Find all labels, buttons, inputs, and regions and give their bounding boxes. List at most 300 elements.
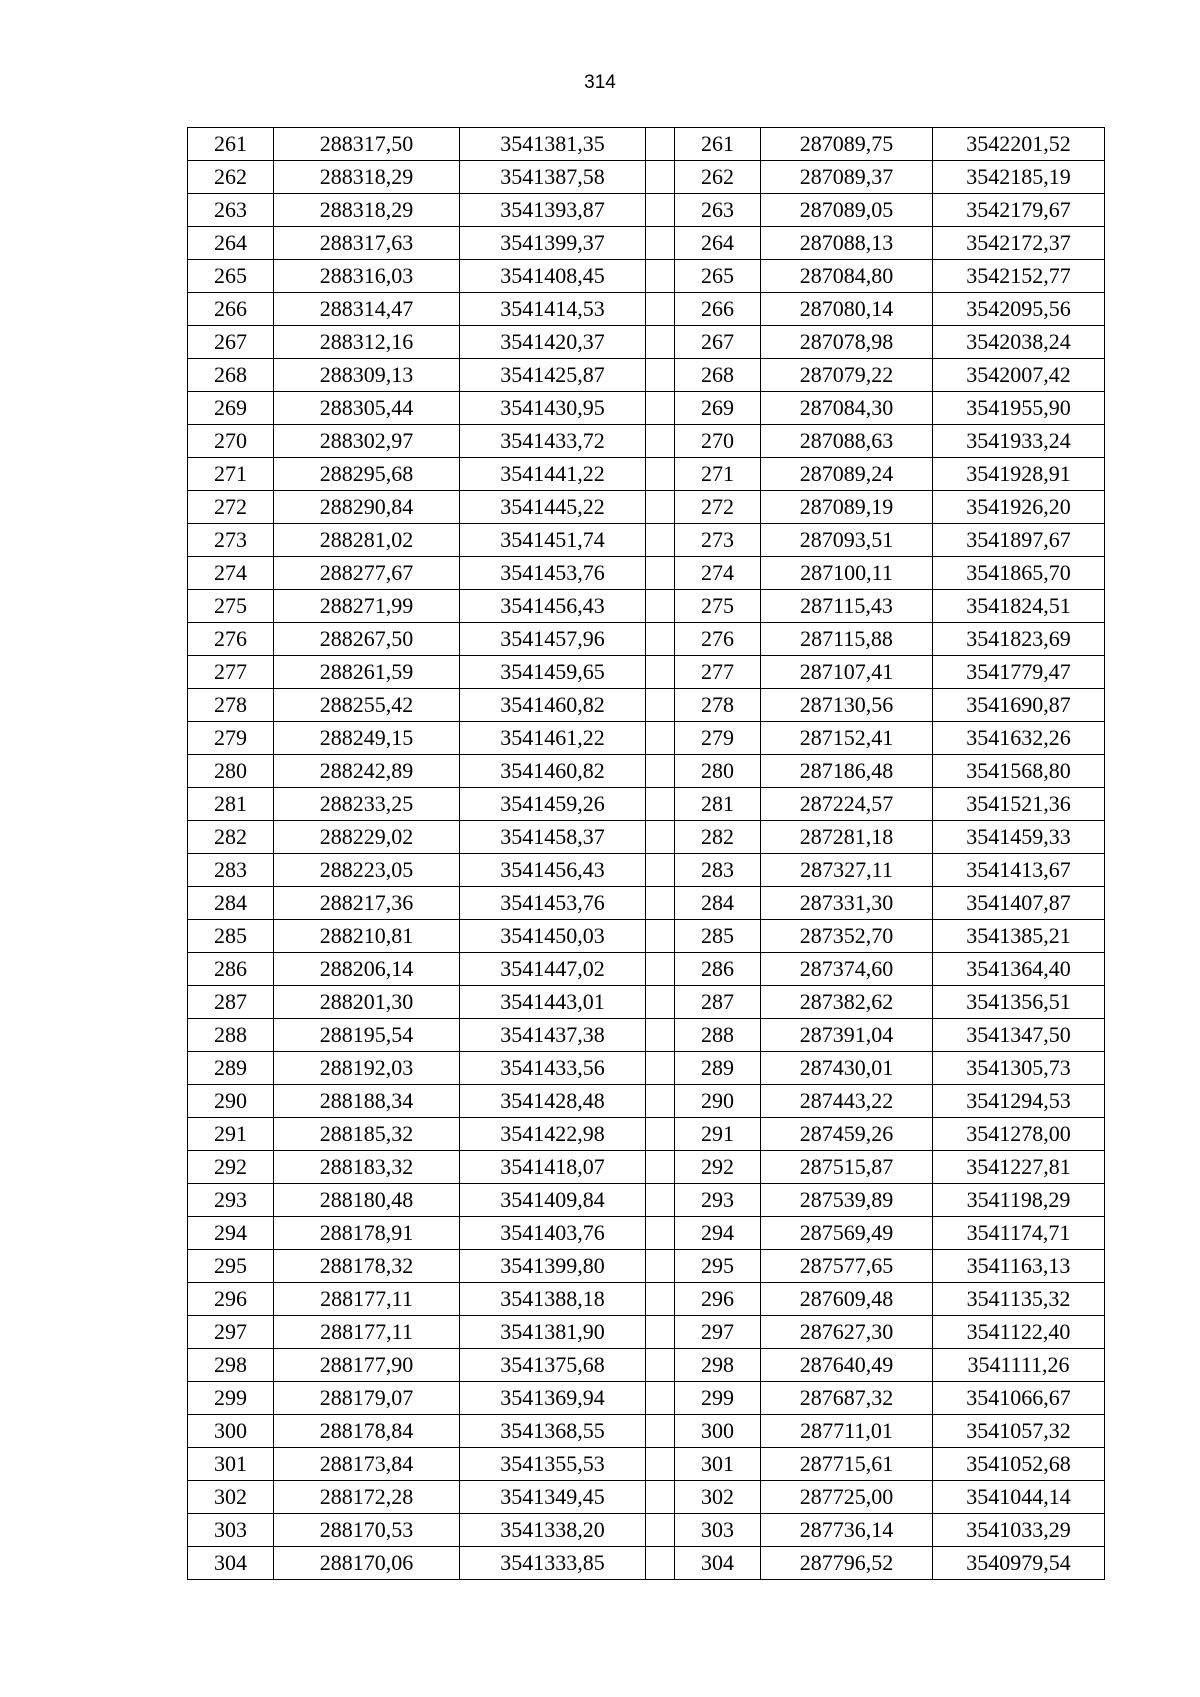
right-point-number: 279 — [675, 722, 761, 755]
right-x-coordinate: 287093,51 — [761, 524, 933, 557]
right-point-number: 286 — [675, 953, 761, 986]
left-x-coordinate: 288317,63 — [274, 227, 460, 260]
right-x-coordinate: 287107,41 — [761, 656, 933, 689]
left-x-coordinate: 288172,28 — [274, 1481, 460, 1514]
left-y-coordinate: 3541425,87 — [460, 359, 646, 392]
right-x-coordinate: 287088,13 — [761, 227, 933, 260]
left-point-number: 292 — [188, 1151, 274, 1184]
table-row — [188, 1085, 1105, 1118]
table-row — [188, 623, 1105, 656]
left-x-coordinate: 288206,14 — [274, 953, 460, 986]
right-y-coordinate: 3542201,52 — [933, 128, 1105, 161]
left-point-number: 266 — [188, 293, 274, 326]
right-y-coordinate: 3541933,24 — [933, 425, 1105, 458]
left-x-coordinate: 288185,32 — [274, 1118, 460, 1151]
left-y-coordinate: 3541460,82 — [460, 689, 646, 722]
left-point-number: 297 — [188, 1316, 274, 1349]
right-point-number: 276 — [675, 623, 761, 656]
left-x-coordinate: 288195,54 — [274, 1019, 460, 1052]
right-point-number: 268 — [675, 359, 761, 392]
right-x-coordinate: 287725,00 — [761, 1481, 933, 1514]
right-x-coordinate: 287352,70 — [761, 920, 933, 953]
table-row — [188, 1052, 1105, 1085]
right-x-coordinate: 287327,11 — [761, 854, 933, 887]
left-y-coordinate: 3541459,65 — [460, 656, 646, 689]
separator-cell — [646, 458, 675, 491]
left-point-number: 303 — [188, 1514, 274, 1547]
separator-cell — [646, 854, 675, 887]
separator-cell — [646, 1514, 675, 1547]
separator-cell — [646, 722, 675, 755]
right-x-coordinate: 287627,30 — [761, 1316, 933, 1349]
table-row — [188, 1118, 1105, 1151]
right-x-coordinate: 287078,98 — [761, 326, 933, 359]
separator-cell — [646, 1052, 675, 1085]
table-row — [188, 293, 1105, 326]
right-x-coordinate: 287089,24 — [761, 458, 933, 491]
separator-cell — [646, 821, 675, 854]
table-row — [188, 1547, 1105, 1580]
separator-cell — [646, 887, 675, 920]
table-row — [188, 326, 1105, 359]
left-point-number: 295 — [188, 1250, 274, 1283]
left-y-coordinate: 3541409,84 — [460, 1184, 646, 1217]
right-x-coordinate: 287331,30 — [761, 887, 933, 920]
table-row — [188, 590, 1105, 623]
table-row — [188, 1217, 1105, 1250]
table-row — [188, 194, 1105, 227]
separator-cell — [646, 227, 675, 260]
left-y-coordinate: 3541368,55 — [460, 1415, 646, 1448]
left-point-number: 286 — [188, 953, 274, 986]
separator-cell — [646, 524, 675, 557]
right-y-coordinate: 3542038,24 — [933, 326, 1105, 359]
separator-cell — [646, 1382, 675, 1415]
left-y-coordinate: 3541450,03 — [460, 920, 646, 953]
separator-cell — [646, 194, 675, 227]
left-point-number: 277 — [188, 656, 274, 689]
right-point-number: 288 — [675, 1019, 761, 1052]
left-point-number: 279 — [188, 722, 274, 755]
left-point-number: 283 — [188, 854, 274, 887]
right-point-number: 274 — [675, 557, 761, 590]
left-x-coordinate: 288177,11 — [274, 1283, 460, 1316]
separator-cell — [646, 1316, 675, 1349]
left-point-number: 267 — [188, 326, 274, 359]
left-x-coordinate: 288249,15 — [274, 722, 460, 755]
separator-cell — [646, 590, 675, 623]
table-row — [188, 524, 1105, 557]
right-point-number: 270 — [675, 425, 761, 458]
page-number: 314 — [584, 72, 616, 93]
separator-cell — [646, 1217, 675, 1250]
separator-cell — [646, 1481, 675, 1514]
right-y-coordinate: 3541521,36 — [933, 788, 1105, 821]
right-point-number: 280 — [675, 755, 761, 788]
right-x-coordinate: 287089,05 — [761, 194, 933, 227]
left-y-coordinate: 3541457,96 — [460, 623, 646, 656]
right-point-number: 304 — [675, 1547, 761, 1580]
separator-cell — [646, 1283, 675, 1316]
separator-cell — [646, 161, 675, 194]
right-y-coordinate: 3541385,21 — [933, 920, 1105, 953]
left-y-coordinate: 3541388,18 — [460, 1283, 646, 1316]
right-x-coordinate: 287569,49 — [761, 1217, 933, 1250]
left-y-coordinate: 3541461,22 — [460, 722, 646, 755]
right-y-coordinate: 3541568,80 — [933, 755, 1105, 788]
right-point-number: 263 — [675, 194, 761, 227]
right-y-coordinate: 3541347,50 — [933, 1019, 1105, 1052]
left-point-number: 274 — [188, 557, 274, 590]
left-y-coordinate: 3541399,37 — [460, 227, 646, 260]
left-y-coordinate: 3541451,74 — [460, 524, 646, 557]
left-point-number: 291 — [188, 1118, 274, 1151]
right-point-number: 283 — [675, 854, 761, 887]
separator-cell — [646, 1415, 675, 1448]
right-y-coordinate: 3542007,42 — [933, 359, 1105, 392]
right-point-number: 289 — [675, 1052, 761, 1085]
right-x-coordinate: 287459,26 — [761, 1118, 933, 1151]
separator-cell — [646, 1019, 675, 1052]
left-y-coordinate: 3541381,90 — [460, 1316, 646, 1349]
right-y-coordinate: 3541459,33 — [933, 821, 1105, 854]
right-y-coordinate: 3541163,13 — [933, 1250, 1105, 1283]
separator-cell — [646, 656, 675, 689]
right-point-number: 302 — [675, 1481, 761, 1514]
left-y-coordinate: 3541447,02 — [460, 953, 646, 986]
left-x-coordinate: 288210,81 — [274, 920, 460, 953]
separator-cell — [646, 1118, 675, 1151]
right-y-coordinate: 3541057,32 — [933, 1415, 1105, 1448]
right-x-coordinate: 287130,56 — [761, 689, 933, 722]
right-point-number: 272 — [675, 491, 761, 524]
left-x-coordinate: 288177,11 — [274, 1316, 460, 1349]
separator-cell — [646, 689, 675, 722]
table-row — [188, 392, 1105, 425]
table-row — [188, 1151, 1105, 1184]
right-y-coordinate: 3542185,19 — [933, 161, 1105, 194]
right-point-number: 290 — [675, 1085, 761, 1118]
right-y-coordinate: 3542095,56 — [933, 293, 1105, 326]
left-x-coordinate: 288255,42 — [274, 689, 460, 722]
left-point-number: 282 — [188, 821, 274, 854]
table-row — [188, 458, 1105, 491]
left-x-coordinate: 288261,59 — [274, 656, 460, 689]
left-y-coordinate: 3541420,37 — [460, 326, 646, 359]
left-y-coordinate: 3541338,20 — [460, 1514, 646, 1547]
left-x-coordinate: 288295,68 — [274, 458, 460, 491]
right-x-coordinate: 287115,88 — [761, 623, 933, 656]
left-point-number: 290 — [188, 1085, 274, 1118]
right-x-coordinate: 287640,49 — [761, 1349, 933, 1382]
right-x-coordinate: 287374,60 — [761, 953, 933, 986]
left-y-coordinate: 3541422,98 — [460, 1118, 646, 1151]
right-y-coordinate: 3541174,71 — [933, 1217, 1105, 1250]
right-y-coordinate: 3541364,40 — [933, 953, 1105, 986]
table-row — [188, 887, 1105, 920]
left-x-coordinate: 288305,44 — [274, 392, 460, 425]
table-row — [188, 128, 1105, 161]
separator-cell — [646, 1250, 675, 1283]
separator-cell — [646, 953, 675, 986]
right-x-coordinate: 287687,32 — [761, 1382, 933, 1415]
right-point-number: 277 — [675, 656, 761, 689]
left-x-coordinate: 288170,53 — [274, 1514, 460, 1547]
coordinates-table-body — [188, 128, 1105, 1580]
separator-cell — [646, 1184, 675, 1217]
left-x-coordinate: 288183,32 — [274, 1151, 460, 1184]
left-point-number: 270 — [188, 425, 274, 458]
right-y-coordinate: 3541135,32 — [933, 1283, 1105, 1316]
left-x-coordinate: 288201,30 — [274, 986, 460, 1019]
separator-cell — [646, 260, 675, 293]
left-y-coordinate: 3541333,85 — [460, 1547, 646, 1580]
table-row — [188, 656, 1105, 689]
left-x-coordinate: 288173,84 — [274, 1448, 460, 1481]
left-point-number: 302 — [188, 1481, 274, 1514]
right-x-coordinate: 287089,37 — [761, 161, 933, 194]
right-x-coordinate: 287088,63 — [761, 425, 933, 458]
left-x-coordinate: 288178,84 — [274, 1415, 460, 1448]
table-row — [188, 1316, 1105, 1349]
left-y-coordinate: 3541349,45 — [460, 1481, 646, 1514]
separator-cell — [646, 920, 675, 953]
right-point-number: 264 — [675, 227, 761, 260]
table-row — [188, 821, 1105, 854]
right-x-coordinate: 287186,48 — [761, 755, 933, 788]
right-x-coordinate: 287224,57 — [761, 788, 933, 821]
separator-cell — [646, 1448, 675, 1481]
right-x-coordinate: 287736,14 — [761, 1514, 933, 1547]
right-y-coordinate: 3541044,14 — [933, 1481, 1105, 1514]
right-x-coordinate: 287089,75 — [761, 128, 933, 161]
separator-cell — [646, 1151, 675, 1184]
right-x-coordinate: 287115,43 — [761, 590, 933, 623]
left-y-coordinate: 3541375,68 — [460, 1349, 646, 1382]
left-x-coordinate: 288309,13 — [274, 359, 460, 392]
left-x-coordinate: 288281,02 — [274, 524, 460, 557]
left-y-coordinate: 3541399,80 — [460, 1250, 646, 1283]
left-point-number: 276 — [188, 623, 274, 656]
right-point-number: 269 — [675, 392, 761, 425]
right-point-number: 266 — [675, 293, 761, 326]
left-x-coordinate: 288242,89 — [274, 755, 460, 788]
table-row — [188, 1415, 1105, 1448]
right-x-coordinate: 287382,62 — [761, 986, 933, 1019]
right-y-coordinate: 3541407,87 — [933, 887, 1105, 920]
right-point-number: 299 — [675, 1382, 761, 1415]
right-x-coordinate: 287539,89 — [761, 1184, 933, 1217]
left-y-coordinate: 3541443,01 — [460, 986, 646, 1019]
right-y-coordinate: 3541033,29 — [933, 1514, 1105, 1547]
left-x-coordinate: 288312,16 — [274, 326, 460, 359]
left-y-coordinate: 3541403,76 — [460, 1217, 646, 1250]
left-point-number: 273 — [188, 524, 274, 557]
right-y-coordinate: 3541865,70 — [933, 557, 1105, 590]
left-y-coordinate: 3541418,07 — [460, 1151, 646, 1184]
left-x-coordinate: 288318,29 — [274, 161, 460, 194]
table-row — [188, 689, 1105, 722]
right-x-coordinate: 287711,01 — [761, 1415, 933, 1448]
right-x-coordinate: 287281,18 — [761, 821, 933, 854]
right-x-coordinate: 287515,87 — [761, 1151, 933, 1184]
table-row — [188, 1250, 1105, 1283]
right-x-coordinate: 287089,19 — [761, 491, 933, 524]
right-point-number: 261 — [675, 128, 761, 161]
right-point-number: 287 — [675, 986, 761, 1019]
left-y-coordinate: 3541433,56 — [460, 1052, 646, 1085]
left-y-coordinate: 3541433,72 — [460, 425, 646, 458]
left-x-coordinate: 288217,36 — [274, 887, 460, 920]
left-y-coordinate: 3541430,95 — [460, 392, 646, 425]
left-y-coordinate: 3541441,22 — [460, 458, 646, 491]
left-x-coordinate: 288302,97 — [274, 425, 460, 458]
left-point-number: 296 — [188, 1283, 274, 1316]
separator-cell — [646, 425, 675, 458]
table-row — [188, 986, 1105, 1019]
left-point-number: 262 — [188, 161, 274, 194]
right-x-coordinate: 287084,80 — [761, 260, 933, 293]
right-y-coordinate: 3542179,67 — [933, 194, 1105, 227]
left-y-coordinate: 3541369,94 — [460, 1382, 646, 1415]
separator-cell — [646, 491, 675, 524]
left-y-coordinate: 3541458,37 — [460, 821, 646, 854]
right-point-number: 295 — [675, 1250, 761, 1283]
table-row — [188, 1481, 1105, 1514]
table-row — [188, 788, 1105, 821]
left-y-coordinate: 3541453,76 — [460, 557, 646, 590]
right-x-coordinate: 287391,04 — [761, 1019, 933, 1052]
right-point-number: 301 — [675, 1448, 761, 1481]
separator-cell — [646, 788, 675, 821]
right-x-coordinate: 287577,65 — [761, 1250, 933, 1283]
table-row — [188, 260, 1105, 293]
left-point-number: 278 — [188, 689, 274, 722]
separator-cell — [646, 986, 675, 1019]
left-y-coordinate: 3541408,45 — [460, 260, 646, 293]
table-row — [188, 425, 1105, 458]
coordinates-table — [187, 127, 1105, 1580]
left-y-coordinate: 3541387,58 — [460, 161, 646, 194]
right-y-coordinate: 3541052,68 — [933, 1448, 1105, 1481]
right-point-number: 294 — [675, 1217, 761, 1250]
right-point-number: 296 — [675, 1283, 761, 1316]
right-x-coordinate: 287430,01 — [761, 1052, 933, 1085]
right-x-coordinate: 287152,41 — [761, 722, 933, 755]
separator-cell — [646, 1349, 675, 1382]
left-x-coordinate: 288318,29 — [274, 194, 460, 227]
left-y-coordinate: 3541460,82 — [460, 755, 646, 788]
table-row — [188, 920, 1105, 953]
left-point-number: 294 — [188, 1217, 274, 1250]
left-y-coordinate: 3541453,76 — [460, 887, 646, 920]
right-point-number: 273 — [675, 524, 761, 557]
table-row — [188, 953, 1105, 986]
right-point-number: 284 — [675, 887, 761, 920]
left-y-coordinate: 3541456,43 — [460, 854, 646, 887]
right-y-coordinate: 3541294,53 — [933, 1085, 1105, 1118]
left-y-coordinate: 3541456,43 — [460, 590, 646, 623]
right-y-coordinate: 3541928,91 — [933, 458, 1105, 491]
table-row — [188, 491, 1105, 524]
table-row — [188, 359, 1105, 392]
left-point-number: 275 — [188, 590, 274, 623]
left-point-number: 289 — [188, 1052, 274, 1085]
left-x-coordinate: 288314,47 — [274, 293, 460, 326]
right-y-coordinate: 3542172,37 — [933, 227, 1105, 260]
table-row — [188, 722, 1105, 755]
right-point-number: 291 — [675, 1118, 761, 1151]
left-point-number: 304 — [188, 1547, 274, 1580]
right-point-number: 282 — [675, 821, 761, 854]
left-point-number: 268 — [188, 359, 274, 392]
right-point-number: 297 — [675, 1316, 761, 1349]
left-x-coordinate: 288267,50 — [274, 623, 460, 656]
separator-cell — [646, 392, 675, 425]
right-point-number: 300 — [675, 1415, 761, 1448]
right-y-coordinate: 3542152,77 — [933, 260, 1105, 293]
table-row — [188, 557, 1105, 590]
right-point-number: 267 — [675, 326, 761, 359]
right-point-number: 285 — [675, 920, 761, 953]
separator-cell — [646, 326, 675, 359]
separator-cell — [646, 359, 675, 392]
table-row — [188, 1184, 1105, 1217]
left-x-coordinate: 288192,03 — [274, 1052, 460, 1085]
left-x-coordinate: 288271,99 — [274, 590, 460, 623]
left-y-coordinate: 3541381,35 — [460, 128, 646, 161]
right-y-coordinate: 3541632,26 — [933, 722, 1105, 755]
right-point-number: 262 — [675, 161, 761, 194]
left-y-coordinate: 3541445,22 — [460, 491, 646, 524]
right-y-coordinate: 3541066,67 — [933, 1382, 1105, 1415]
left-y-coordinate: 3541459,26 — [460, 788, 646, 821]
left-point-number: 263 — [188, 194, 274, 227]
right-y-coordinate: 3541413,67 — [933, 854, 1105, 887]
left-point-number: 287 — [188, 986, 274, 1019]
left-point-number: 280 — [188, 755, 274, 788]
separator-cell — [646, 1085, 675, 1118]
right-point-number: 292 — [675, 1151, 761, 1184]
right-y-coordinate: 3541823,69 — [933, 623, 1105, 656]
left-x-coordinate: 288178,32 — [274, 1250, 460, 1283]
left-point-number: 285 — [188, 920, 274, 953]
left-point-number: 269 — [188, 392, 274, 425]
separator-cell — [646, 623, 675, 656]
left-point-number: 300 — [188, 1415, 274, 1448]
right-y-coordinate: 3541824,51 — [933, 590, 1105, 623]
separator-cell — [646, 557, 675, 590]
left-x-coordinate: 288290,84 — [274, 491, 460, 524]
table-row — [188, 854, 1105, 887]
right-point-number: 265 — [675, 260, 761, 293]
left-point-number: 298 — [188, 1349, 274, 1382]
left-x-coordinate: 288233,25 — [274, 788, 460, 821]
left-x-coordinate: 288317,50 — [274, 128, 460, 161]
left-y-coordinate: 3541414,53 — [460, 293, 646, 326]
left-point-number: 272 — [188, 491, 274, 524]
right-x-coordinate: 287796,52 — [761, 1547, 933, 1580]
left-point-number: 265 — [188, 260, 274, 293]
right-x-coordinate: 287443,22 — [761, 1085, 933, 1118]
table-row — [188, 755, 1105, 788]
separator-cell — [646, 128, 675, 161]
left-point-number: 261 — [188, 128, 274, 161]
left-point-number: 271 — [188, 458, 274, 491]
left-y-coordinate: 3541428,48 — [460, 1085, 646, 1118]
right-y-coordinate: 3541278,00 — [933, 1118, 1105, 1151]
table-row — [188, 1514, 1105, 1547]
